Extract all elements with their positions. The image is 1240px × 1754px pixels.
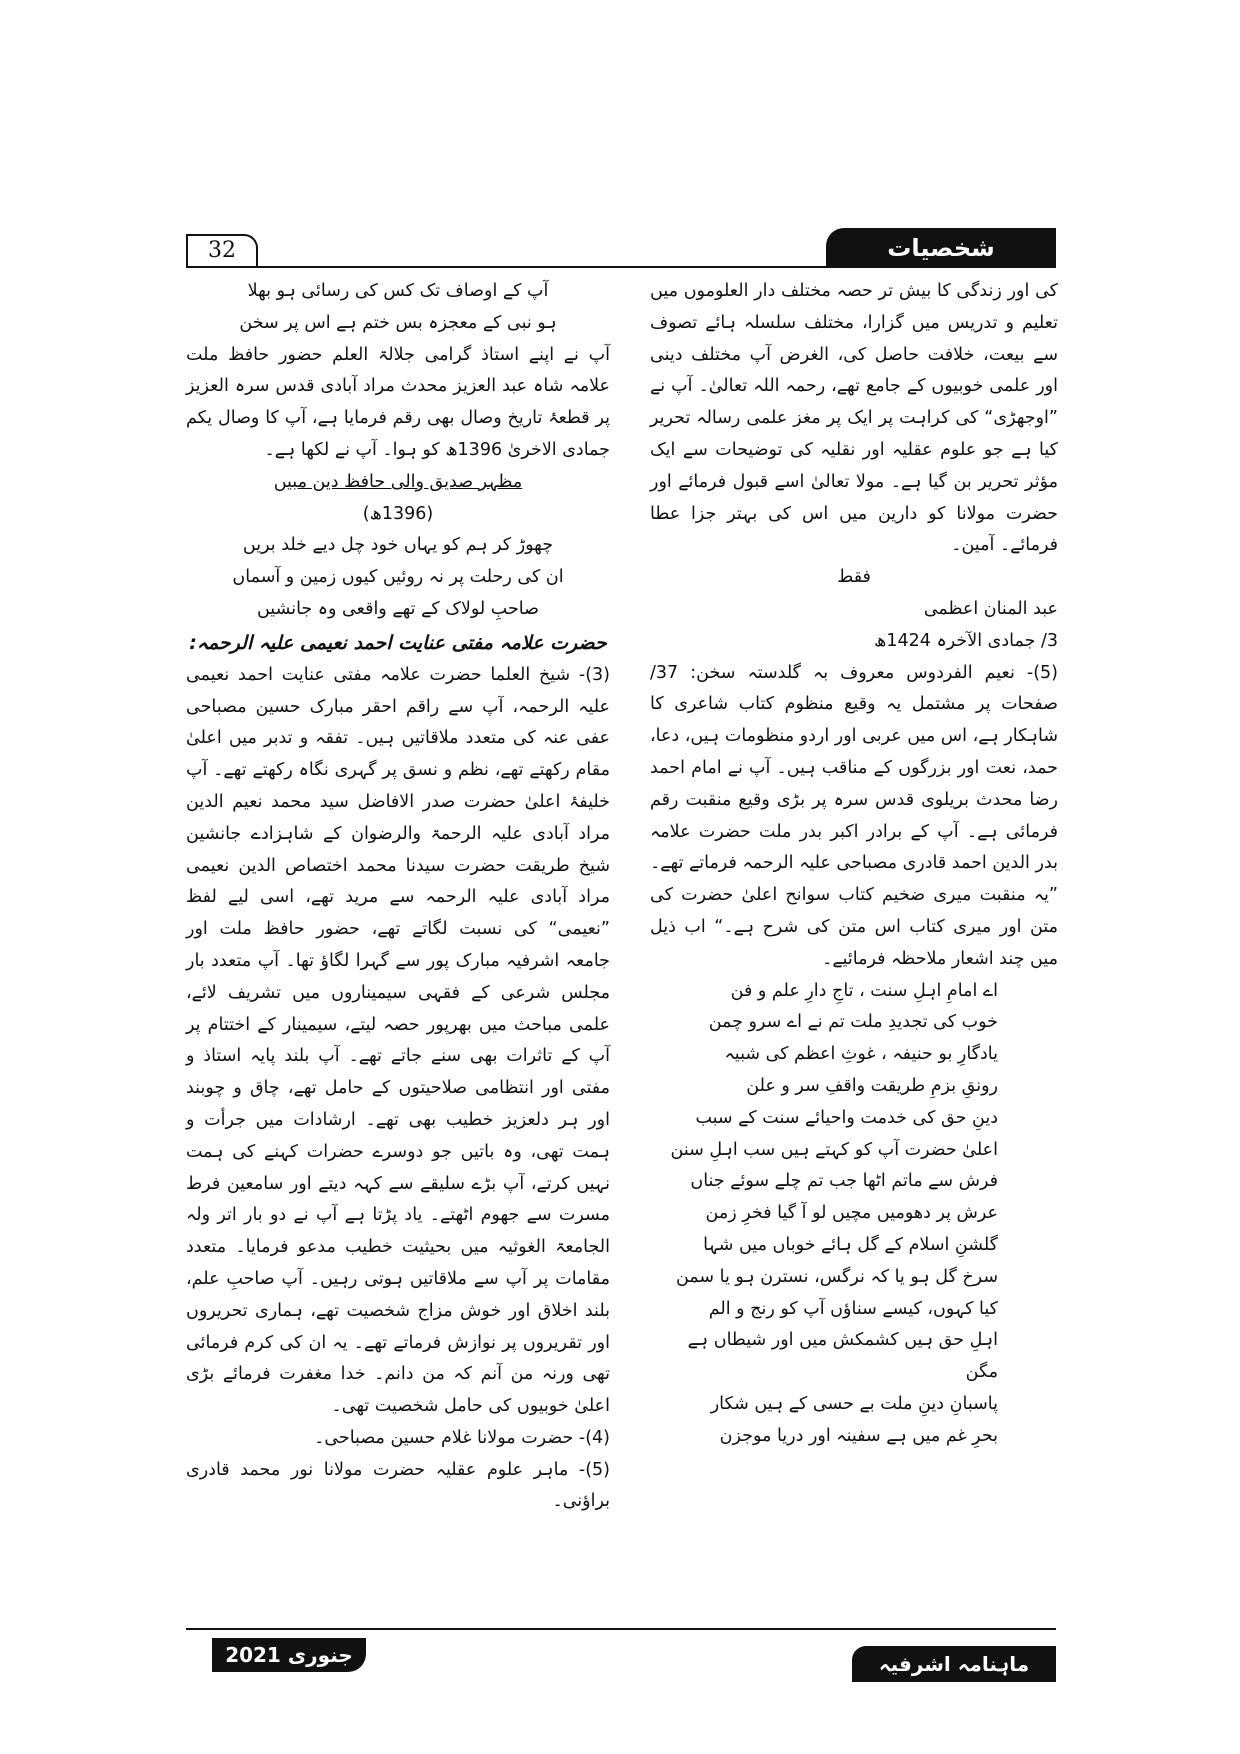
verse-line: دینِ حق کی خدمت واحیائے سنت کے سبب xyxy=(695,1107,998,1128)
verse-line: کیا کہوں، کیسے سناؤں آپ کو رنج و الم xyxy=(708,1298,998,1319)
verse-line: آپ کے اوصاف تک کس کی رسائی ہو بھلا xyxy=(247,281,549,301)
manqabat-verses xyxy=(650,976,1058,1453)
right-column xyxy=(650,276,1058,1452)
verse-line: یادگارِ بو حنیفہ ، غوثِ اعظم کی شبیہ xyxy=(724,1044,998,1065)
list-item-4: (4)- حضرت مولانا غلام حسین مصباحی۔ xyxy=(314,1427,610,1448)
section-heading: حضرت علامہ مفتی عنایت احمد نعیمی علیہ الرحمہ: xyxy=(189,631,607,654)
section-title-tab: شخصیات xyxy=(826,228,1056,268)
faqat-text: فقط xyxy=(837,567,871,588)
verse-line: چھوڑ کر ہم کو یہاں خود چل دیے خلد بریں xyxy=(242,535,554,556)
chronogram-line: مظہر صدیق والی حافظ دین مبیں xyxy=(273,471,523,492)
verse-line: ان کی رحلت پر نہ روئیں کیوں زمین و آسماں xyxy=(232,567,564,588)
verse-line: ہو نبی کے معجزہ بس ختم ہے اس پر سخن xyxy=(239,312,557,333)
header-divider xyxy=(186,266,1056,268)
paragraph-item-5: (5)- نعیم الفردوس معروف بہ گلدستہ سخن: 37/ صفحات پر مشتمل یہ وقیع منظوم کتاب شاعری کا شاہکار ہے، اس میں عربی اور اردو منظومات ہیں، دعا، حمد، نعت اور بزرگوں کے مناقب ہیں۔ آپ نے امام احمد رضا محدث بریلوی قدس سرہ پر بڑی وقیع منقبت رقم فرمائی ہے۔ آپ کے برادر اکبر بدر ملت حضرت علامہ بدر الدین احمد قادری مصباحی علیہ الرحمہ فرماتے تھے۔ ”یہ منقبت میری ضخیم کتاب سوانح اعلیٰ حضرت کی متن اور میری کتاب اس متن کی شرح ہے۔“ اب ذیل میں چند اشعار ملاحظہ فرمائیے۔ xyxy=(650,662,1058,969)
chronogram-year: (1396ھ) xyxy=(362,503,434,524)
paragraph-item-3: (3)- شیخ العلما حضرت علامہ مفتی عنایت احمد نعیمی علیہ الرحمہ، آپ سے راقم احقر مبارک حسین مصباحی عفی عنہ کی متعدد ملاقاتیں ہیں۔ تفقہ و تدبر میں اعلیٰ مقام رکھتے تھے، نظم و نسق پر گہری نگاہ رکھتے تھے۔ آپ خلیفۂ اعلیٰ حضرت صدر الافاضل سید محمد نعیم الدین مراد آبادی علیہ الرحمۃ والرضوان کے شاہزادے جانشین شیخ طریقت حضرت سیدنا محمد اختصاص الدین نعیمی مراد آبادی علیہ الرحمہ سے مرید تھے، اسی لیے لفظ ”نعیمی“ کی نسبت لگاتے تھے، حضور حافظ ملت اور جامعہ اشرفیہ مبارک پور سے گہرا لگاؤ تھا۔ آپ متعدد بار مجلس شرعی کے فقہی سیمیناروں میں تشریف لائے، علمی مباحث میں بھرپور حصہ لیتے، سیمینار کے اختتام پر آپ کے تاثرات بھی سنے جاتے تھے۔ آپ بلند پایہ استاذ و مفتی اور انتظامی صلاحیتوں کے حامل تھے، چاق و چوبند اور ہر دلعزیز خطیب بھی تھے۔ ارشادات میں جرأت و ہمت تھی، وہ باتیں جو دوسرے حضرات کہنے کی ہمت نہیں کرتے، آپ بڑے سلیقے سے کہہ دیتے اور سامعین فرط مسرت سے جھوم اٹھتے۔ یاد پڑتا ہے آپ نے دو بار اتر ولہ الجامعۃ الغوثیہ میں بحیثیت خطیب مدعو فرمایا۔ متعدد مقامات پر آپ سے ملاقاتیں ہوتی رہیں۔ آپ صاحبِ علم، بلند اخلاق اور خوش مزاج شخصیت تھے، ہماری تحریروں اور تقریروں پر نوازش فرماتے تھے۔ یہ ان کی کرم فرمائی تھی ورنہ من آنم کہ من دانم۔ خدا مغفرت فرمائے بڑی اعلیٰ خوبیوں کی حامل شخصیت تھی۔ xyxy=(186,664,610,1417)
verse-line: اعلیٰ حضرت آپ کو کہتے ہیں سب اہلِ سنن xyxy=(670,1139,998,1160)
magazine-name-badge: ماہنامہ اشرفیہ xyxy=(852,1646,1056,1682)
verse-line: بحرِ غم میں ہے سفینہ اور دریا موجزن xyxy=(719,1425,998,1446)
issue-date-badge: جنوری 2021 xyxy=(212,1638,366,1672)
verse-line: پاسبانِ دینِ ملت بے حسی کے ہیں شکار xyxy=(710,1393,998,1414)
verse-line: اہلِ حق ہیں کشمکش میں اور شیطاں ہے مگن xyxy=(687,1330,998,1383)
footer-divider xyxy=(186,1628,1056,1630)
verse-line: گلشنِ اسلام کے گل ہائے خوباں میں شہا xyxy=(703,1234,998,1255)
verse-line: خوب کی تجدیدِ ملت تم نے اے سرو چمن xyxy=(708,1012,998,1033)
paragraph-intro: کی اور زندگی کا بیش تر حصہ مختلف دار العلوموں میں تعلیم و تدریس میں گزارا، مختلف سلسلہ ہائے تصوف سے بیعت، خلافت حاصل کی، الغرض آپ مختلف دینی اور علمی خوبیوں کے جامع تھے، رحمہ اللہ تعالیٰ۔ آپ نے ”اوجھڑی“ کی کراہت پر ایک پر مغز علمی رسالہ تحریر کیا ہے جو علوم عقلیہ اور نقلیہ کی توضیحات سے ایک مؤثر تحریر بن گیا ہے۔ مولا تعالیٰ اسے قبول فرمائے اور حضرت مولانا کو دارین میں اس کی بہتر جزا عطا فرمائے۔ آمین۔ xyxy=(650,281,1058,556)
verse-line: فرش سے ماتم اٹھا جب تم چلے سوئے جناں xyxy=(690,1171,998,1192)
signature-date: 3/ جمادی الآخرہ 1424ھ xyxy=(874,630,1058,651)
list-item-5: (5)- ماہر علوم عقلیہ حضرت مولانا نور محمد قادری براؤنی۔ xyxy=(186,1459,610,1512)
verse-line: سرخ گل ہو یا کہ نرگس، نسترن ہو یا سمن xyxy=(675,1266,998,1287)
verse-line: صاحبِ لولاک کے تھے واقعی وہ جانشیں xyxy=(256,598,539,619)
page-number: 32 xyxy=(186,234,258,268)
paragraph-wisal: آپ نے اپنے استاذ گرامی جلالۃ العلم حضور حافظ ملت علامہ شاہ عبد العزیز محدث مراد آبادی قدس سرہ العزیز پر قطعۂ تاریخ وصال بھی رقم فرمایا ہے، آپ کا وصال یکم جمادی الاخریٰ 1396ھ کو ہوا۔ آپ نے لکھا ہے۔ xyxy=(186,344,610,460)
verse-line: رونقِ بزمِ طریقت واقفِ سر و علن xyxy=(746,1075,998,1096)
signature-name: عبد المنان اعظمی xyxy=(923,598,1058,619)
verse-line: عرش پر دھومیں مچیں لو آ گیا فخرِ زمن xyxy=(705,1203,998,1224)
left-column xyxy=(186,276,610,1518)
verse-line: اے امامِ اہلِ سنت ، تاجِ دارِ علم و فن xyxy=(730,980,998,1001)
